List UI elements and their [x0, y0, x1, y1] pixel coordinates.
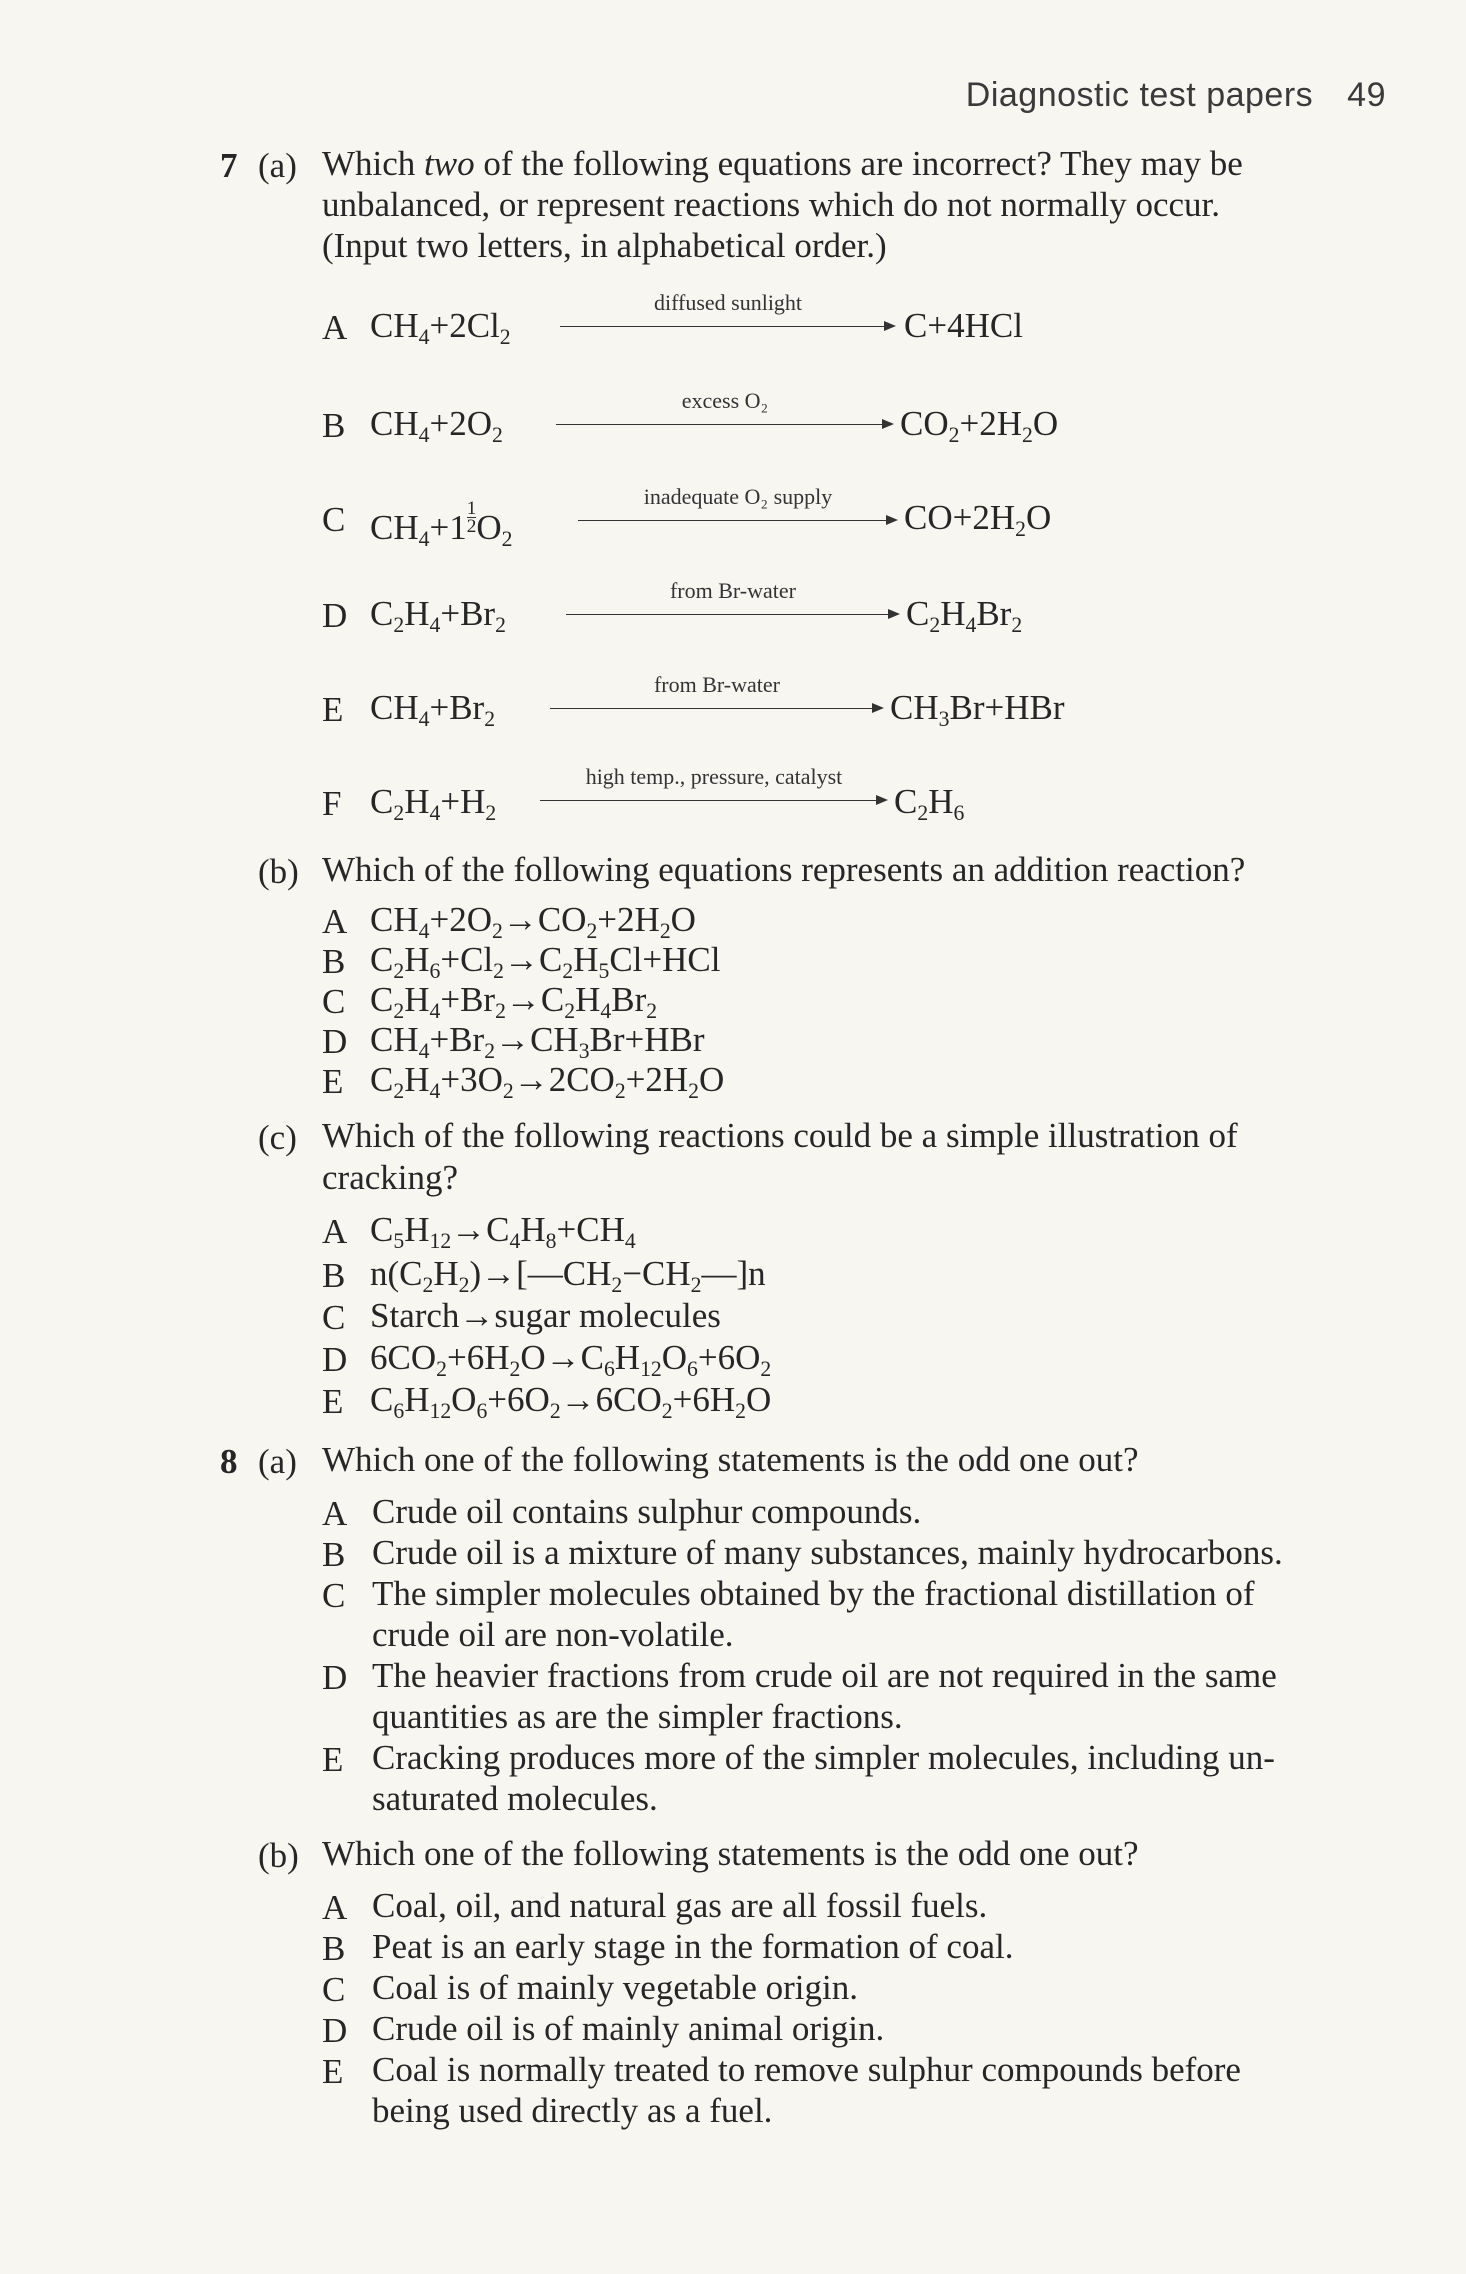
q7a-eq-e-letter: E [322, 690, 344, 729]
q8a-option-d-letter: D [322, 1658, 348, 1697]
q7b-option-d-letter: D [322, 1022, 348, 1061]
q8b-option-e-letter: E [322, 2052, 344, 2091]
q7c-option-a-letter: A [322, 1212, 348, 1251]
q8b-option-c-line-1: Coal is of mainly vegetable origin. [372, 1968, 859, 2007]
q7a-eq-b-letter: B [322, 406, 346, 445]
q8a-option-a-letter: A [322, 1494, 348, 1533]
q7a-text-line-2: unbalanced, or represent reactions which do not normally occur. [322, 185, 1221, 224]
q7a-text-line-1: Which two of the following equations are incorrect? They may be [322, 144, 1243, 183]
q7b-option-b-letter: B [322, 942, 346, 981]
q7c-option-b: $n(C_2H_2)\to[—CH_2-CH_2—]n$ [370, 1254, 766, 1297]
q7a-eq-c-reactants: $CH_4+1$ $\frac{1}{2}$ $O_2$ [370, 498, 513, 551]
question-7-number: 7 [220, 146, 238, 185]
q8a-option-e-line-1: Cracking produces more of the simpler molecules, including un- [372, 1738, 1275, 1777]
q7c-text-line-2: cracking? [322, 1158, 459, 1197]
q8b-option-b-letter: B [322, 1929, 346, 1968]
q7b-option-e: $C_2H_4+3O_2\to 2CO_2+2H_2O$ [370, 1060, 725, 1103]
q7c-option-b-letter: B [322, 1256, 346, 1295]
q8a-text: Which one of the following statements is the odd one out? [322, 1440, 1139, 1479]
q7c-option-c-letter: C [322, 1298, 346, 1337]
q7c-text-line-1: Which of the following reactions could be a simple illustration of [322, 1116, 1238, 1155]
q7c-option-d-letter: D [322, 1340, 348, 1379]
q7a-eq-c-products: $CO+2H_2O$ [904, 498, 1052, 541]
q7a-eq-e-condition: from Br-water [653, 672, 780, 697]
q7b-label: (b) [258, 852, 299, 891]
q8b-option-a-letter: A [322, 1888, 348, 1927]
page-number: 49 [1347, 76, 1386, 114]
q7c-label: (c) [258, 1118, 297, 1157]
q7a-eq-e-products: $CH_3Br+HBr$ [890, 688, 1065, 731]
question-8-number: 8 [220, 1442, 238, 1481]
q8a-label: (a) [258, 1442, 297, 1481]
q7a-eq-d-condition: from Br-water [669, 578, 796, 603]
q7a-eq-f-reactants: $C_2H_4+H_2$ [370, 782, 497, 825]
q8a-option-a-line-1: Crude oil contains sulphur compounds. [372, 1492, 922, 1531]
q8b-text: Which one of the following statements is the odd one out? [322, 1834, 1139, 1873]
q8b-option-d-letter: D [322, 2011, 348, 2050]
q7c-option-e: $C_6H_{12}O_6+6O_2\to 6CO_2+6H_2O$ [370, 1380, 772, 1423]
q8a-option-e-line-2: saturated molecules. [372, 1779, 658, 1818]
q8a-option-d-line-1: The heavier fractions from crude oil are not required in the same [372, 1656, 1277, 1695]
q7a-label: (a) [258, 146, 297, 185]
q7a-eq-a-condition: diffused sunlight [653, 290, 803, 315]
q7a-eq-c-letter: C [322, 500, 346, 539]
q8b-option-a-line-1: Coal, oil, and natural gas are all fossil fuels. [372, 1886, 988, 1925]
header-title: Diagnostic test papers [965, 76, 1314, 114]
q7a-eq-a-products: C+4HCl [904, 306, 1023, 345]
q8b-option-c-letter: C [322, 1970, 346, 2009]
q8b-label: (b) [258, 1836, 299, 1875]
q8b-option-e-line-2: being used directly as a fuel. [372, 2091, 773, 2130]
q8a-option-c-line-1: The simpler molecules obtained by the fractional distillation of [372, 1574, 1255, 1613]
q8a-option-b-letter: B [322, 1535, 346, 1574]
q7a-eq-a-letter: A [322, 308, 348, 347]
q7b-option-b: $C_2H_6+Cl_2\to C_2H_5Cl+HCl$ [370, 940, 721, 983]
q7a-eq-b-condition: excess O₂ [681, 388, 769, 413]
q8a-option-d-line-2: quantities as are the simpler fractions. [372, 1697, 903, 1736]
q7b-option-d: $CH_4+Br_2\to CH_3Br+HBr$ [370, 1020, 705, 1063]
q7b-text: Which of the following equations represents an addition reaction? [322, 850, 1246, 889]
q7b-option-c: $C_2H_4+Br_2\to C_2H_4Br_2$ [370, 980, 658, 1023]
q7a-eq-d-letter: D [322, 596, 348, 635]
q7b-option-a: $CH_4+2O_2\to CO_2+2H_2O$ [370, 900, 696, 943]
q7a-eq-f-condition: high temp., pressure, catalyst [585, 764, 843, 789]
q7a-eq-f-products: $C_2H_6$ [894, 782, 965, 825]
q8b-option-b-line-1: Peat is an early stage in the formation of coal. [372, 1927, 1014, 1966]
q7c-option-d: $6CO_2+6H_2O\to C_6H_{12}O_6+6O_2$ [370, 1338, 772, 1381]
q7c-option-e-letter: E [322, 1382, 344, 1421]
running-header [966, 76, 1386, 115]
q7a-eq-d-products: $C_2H_4Br_2$ [906, 594, 1023, 637]
q7b-option-a-letter: A [322, 902, 348, 941]
q7a-eq-c-condition: inadequate O₂ supply [643, 484, 833, 509]
q8b-option-e-line-1: Coal is normally treated to remove sulphur compounds before [372, 2050, 1241, 2089]
q8a-option-c-letter: C [322, 1576, 346, 1615]
q8a-option-e-letter: E [322, 1740, 344, 1779]
q7b-option-c-letter: C [322, 982, 346, 1021]
q8a-option-b-line-1: Crude oil is a mixture of many substances, mainly hydrocarbons. [372, 1533, 1283, 1572]
q8a-option-c-line-2: crude oil are non-volatile. [372, 1615, 734, 1654]
q7b-option-e-letter: E [322, 1062, 344, 1101]
q7a-eq-e-reactants: $CH_4+Br_2$ [370, 688, 496, 731]
q7a-eq-b-products: $CO_2+2H_2O$ [900, 404, 1059, 447]
q7a-eq-d-reactants: $C_2H_4+Br_2$ [370, 594, 506, 637]
q7a-eq-f-letter: F [322, 784, 342, 823]
q7c-option-c: Starch→sugar molecules [370, 1296, 721, 1335]
q7c-option-a: $C_5H_{12}\to C_4H_8+CH_4$ [370, 1210, 636, 1253]
q7a-text-line-3: (Input two letters, in alphabetical order.) [322, 226, 887, 265]
q8b-option-d-line-1: Crude oil is of mainly animal origin. [372, 2009, 885, 2048]
q7a-eq-a-reactants: $CH_4+2Cl_2$ [370, 306, 511, 349]
q7a-eq-b-reactants: $CH_4+2O_2$ [370, 404, 503, 447]
